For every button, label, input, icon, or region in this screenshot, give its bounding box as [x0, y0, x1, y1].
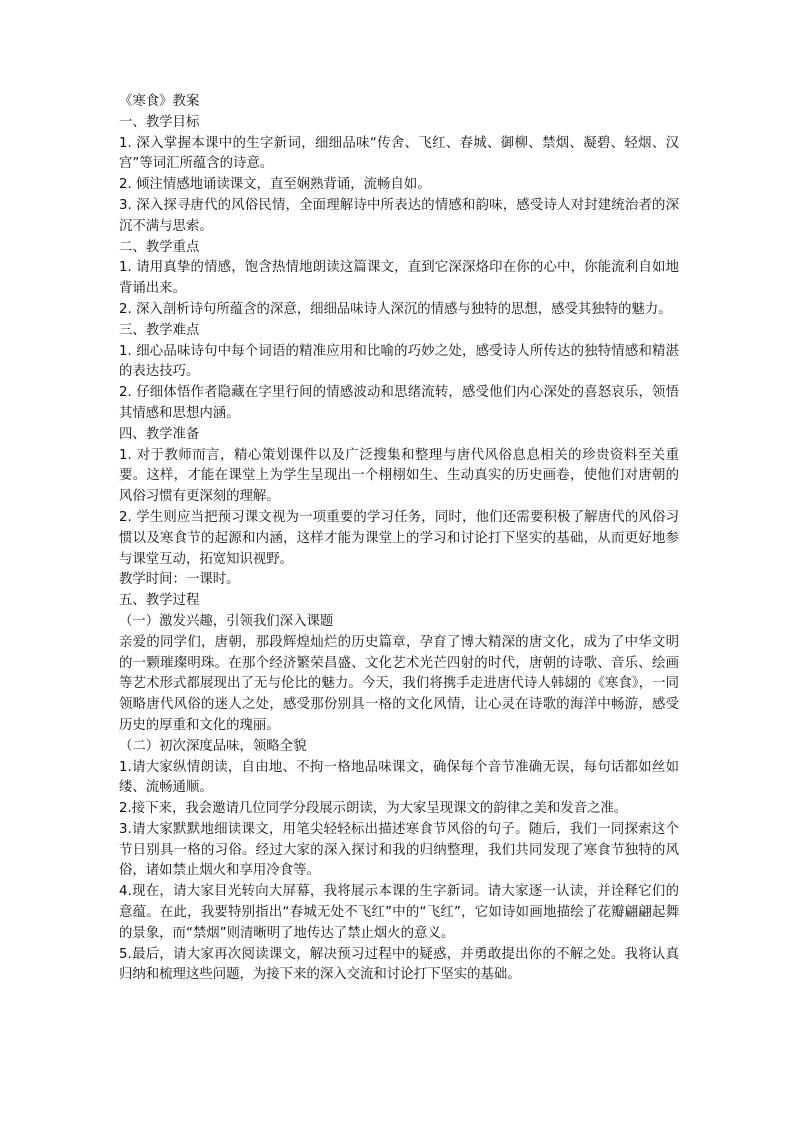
- section-heading-preparation: 四、教学准备: [119, 426, 200, 442]
- paragraph-introduction: 亲爱的同学们，唐朝，那段辉煌灿烂的历史篇章，孕育了博大精深的唐文化，成为了中华文明的一颗璀璨明珠。在那个经济繁荣昌盛、文化艺术光芒四射的时代，唐朝的诗歌、音乐、绘画等艺术形式都展现出了无与伦比的魅力。今天，我们将携手走进唐代诗人韩翃的《寒食》，一同领略唐代风俗的迷人之处，感受那份别具一格的文化风情，让心灵在诗歌的海洋中畅游，感受历史的厚重和文化的瑰丽。: [119, 634, 679, 733]
- paragraph-step-5: 5.最后，请大家再次阅读课文，解决预习过程中的疑惑，并勇敢提出你的不解之处。我将认真归纳和梳理这些问题，为接下来的深入交流和讨论打下坚实的基础。: [119, 946, 679, 983]
- paragraph-goal-3: 3. 深入探寻唐代的风俗民情，全面理解诗中所表达的情感和韵味，感受诗人对封建统治者的深沉不满与思索。: [119, 197, 679, 234]
- section-heading-key-points: 二、教学重点: [119, 239, 200, 255]
- document-page: [119, 92, 679, 986]
- teaching-time: 教学时间：一课时。: [119, 572, 240, 588]
- paragraph-step-2: 2.接下来，我会邀请几位同学分段展示朗读，为大家呈现课文的韵律之美和发音之准。: [119, 801, 628, 817]
- paragraph-difficulty-2: 2. 仔细体悟作者隐藏在字里行间的情感波动和思绪流转，感受他们内心深处的喜怒哀乐，领悟其情感和思想内涵。: [119, 385, 679, 421]
- paragraph-key-point-2: 2. 深入剖析诗句所蕴含的深意，细细品味诗人深沉的情感与独特的思想，感受其独特的魅力。: [119, 301, 672, 317]
- paragraph-preparation-2: 2. 学生则应当把预习课文视为一项重要的学习任务，同时，他们还需要积极了解唐代的风俗习惯以及寒食节的起源和内涵，这样才能为课堂上的学习和讨论打下坚实的基础，从而更好地参与课堂互动，拓宽知识视野。: [119, 509, 679, 567]
- paragraph-step-4: 4.现在，请大家目光转向大屏幕，我将展示本课的生字新词。请大家逐一认读，并诠释它们的意蕴。在此，我要特别指出“春城无处不飞红”中的“飞红”，它如诗如画地描绘了花瓣翩翩起舞的景象，而“禁烟”则清晰明了地传达了禁止烟火的意义。: [119, 884, 679, 941]
- subsection-heading-interest: （一）激发兴趣，引领我们深入课题: [119, 613, 334, 629]
- paragraph-step-3: 3.请大家默默地细读课文，用笔尖轻轻标出描述寒食节风俗的句子。随后，我们一同探索这个节日别具一格的习俗。经过大家的深入探讨和我的归纳整理，我们共同发现了寒食节独特的风俗，诸如禁止烟火和享用冷食等。: [119, 821, 679, 879]
- document-title: 《寒食》教案: [119, 94, 200, 109]
- paragraph-preparation-1: 1. 对于教师而言，精心策划课件以及广泛搜集和整理与唐代风俗息息相关的珍贵资料至关重要。这样，才能在课堂上为学生呈现出一个栩栩如生、生动真实的历史画卷，使他们对唐朝的风俗习惯有更深刻的理解。: [119, 447, 679, 505]
- paragraph-key-point-1: 1. 请用真挚的情感，饱含热情地朗读这篇课文，直到它深深烙印在你的心中，你能流利自如地背诵出来。: [119, 260, 679, 297]
- paragraph-goal-1: 1. 深入掌握本课中的生字新词，细细品味“传舍、飞红、春城、御柳、禁烟、凝碧、轻烟、汉宫”等词汇所蕴含的诗意。: [119, 135, 679, 172]
- section-heading-goals: 一、教学目标: [119, 114, 200, 130]
- paragraph-goal-2: 2. 倾注情感地诵读课文，直至娴熟背诵，流畅自如。: [119, 177, 431, 193]
- section-heading-process: 五、教学过程: [119, 593, 200, 609]
- paragraph-difficulty-1: 1. 细心品味诗句中每个词语的精准应用和比喻的巧妙之处，感受诗人所传达的独特情感和精湛的表达技巧。: [119, 343, 679, 380]
- subsection-heading-first-reading: （二）初次深度品味，领略全貌: [119, 738, 307, 754]
- paragraph-step-1: 1.请大家纵情朗读，自由地、不拘一格地品味课文，确保每个音节准确无误，每句话都如丝如缕、流畅通顺。: [119, 759, 679, 796]
- section-heading-difficulties: 三、教学难点: [119, 322, 200, 338]
